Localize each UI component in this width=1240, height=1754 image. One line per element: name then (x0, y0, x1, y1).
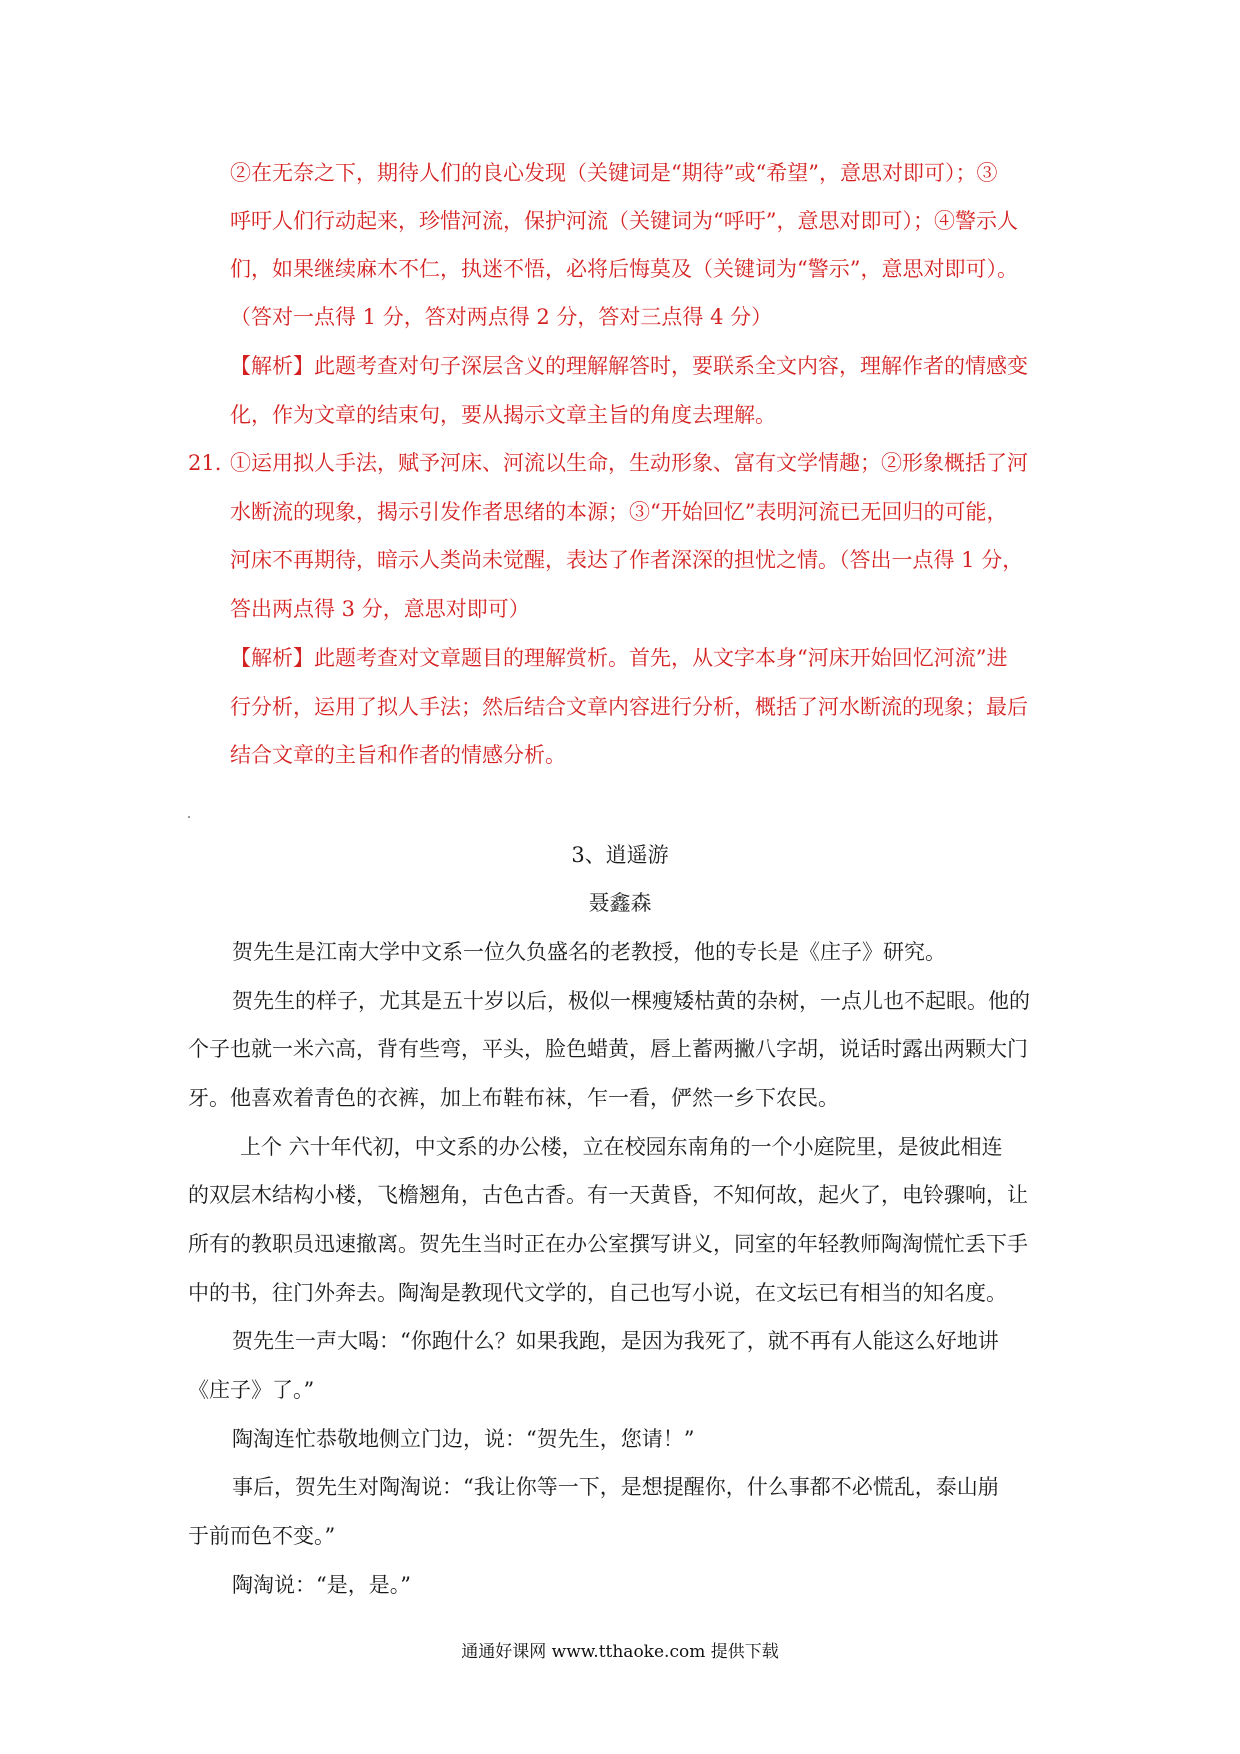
answer-line-3: 们，如果继续麻木不仁，执迷不悟，必将后悔莫及（关键词为“警示”，意思对即可）。 (230, 257, 1018, 281)
analysis-line-1: 【解析】此题考查对句子深层含义的理解解答时，要联系全文内容，理解作者的情感变 (230, 354, 1028, 378)
article-line-8: 中的书，往门外奔去。陶淘是教现代文学的，自己也写小说，在文坛已有相当的知名度。 (188, 1281, 1007, 1305)
question-number-21: 21. (188, 451, 222, 475)
article-line-7: 所有的教职员迅速撤离。贺先生当时正在办公室撰写讲义，同室的年轻教师陶淘慌忙丢下手 (188, 1232, 1028, 1256)
article-line-14: 陶淘说：“是，是。” (232, 1573, 411, 1597)
answer21-line-1: ①运用拟人手法，赋予河床、河流以生命，生动形象、富有文学情趣；②形象概括了河 (230, 451, 1028, 475)
article-author: 聂鑫森 (588, 891, 652, 915)
article-title: 3、逍遥游 (571, 843, 669, 867)
analysis21-line-2: 行分析，运用了拟人手法；然后结合文章内容进行分析，概括了河水断流的现象；最后 (230, 695, 1028, 719)
article-line-4: 牙。他喜欢着青色的衣裤，加上布鞋布袜，乍一看，俨然一乡下农民。 (188, 1086, 839, 1110)
article-line-13: 于前而色不变。” (188, 1524, 336, 1548)
article-line-9: 贺先生一声大喝：“你跑什么？如果我跑，是因为我死了，就不再有人能这么好地讲 (232, 1329, 999, 1353)
answer21-line-3: 河床不再期待，暗示人类尚未觉醒，表达了作者深深的担忧之情。（答出一点得 1 分， (230, 548, 1024, 572)
answer-line-2: 呼吁人们行动起来，珍惜河流，保护河流（关键词为“呼吁”，意思对即可）；④警示人 (230, 209, 1018, 233)
analysis21-line-3: 结合文章的主旨和作者的情感分析。 (230, 743, 566, 767)
answer-line-1: ②在无奈之下，期待人们的良心发现（关键词是“期待”或“希望”，意思对即可）；③ (230, 161, 998, 185)
analysis-line-2: 化，作为文章的结束句，要从揭示文章主旨的角度去理解。 (230, 403, 776, 427)
analysis21-line-1: 【解析】此题考查对文章题目的理解赏析。首先，从文字本身“河床开始回忆河流”进 (230, 646, 1008, 670)
article-line-6: 的双层木结构小楼，飞檐翘角，古色古香。有一天黄昏，不知何故，起火了，电铃骤响，让 (188, 1183, 1028, 1207)
article-line-1: 贺先生是江南大学中文系一位久负盛名的老教授，他的专长是《庄子》研究。 (232, 940, 946, 964)
article-line-10: 《庄子》了。” (188, 1378, 315, 1402)
answer21-line-4: 答出两点得 3 分，意思对即可） (230, 597, 530, 621)
article-line-11: 陶淘连忙恭敬地侧立门边，说：“贺先生，您请！” (232, 1427, 695, 1451)
article-line-5: 上个 六十年代初，中文系的办公楼，立在校园东南角的一个小庭院里，是彼此相连 (240, 1135, 1003, 1159)
article-line-2: 贺先生的样子，尤其是五十岁以后，极似一棵瘦矮枯黄的杂树，一点儿也不起眼。他的 (232, 989, 1030, 1013)
stray-mark (188, 816, 190, 818)
article-line-3: 个子也就一米六高，背有些弯，平头，脸色蜡黄，唇上蓄两撇八字胡，说话时露出两颗大门 (188, 1037, 1028, 1061)
answer21-line-2: 水断流的现象，揭示引发作者思绪的本源；③“开始回忆”表明河流已无回归的可能， (230, 500, 1008, 524)
answer-line-4: （答对一点得 1 分，答对两点得 2 分，答对三点得 4 分） (230, 305, 773, 329)
article-line-12: 事后，贺先生对陶淘说：“我让你等一下，是想提醒你，什么事都不必慌乱，泰山崩 (232, 1475, 999, 1499)
page-footer: 通通好课网 www.tthaoke.com 提供下载 (461, 1642, 779, 1662)
